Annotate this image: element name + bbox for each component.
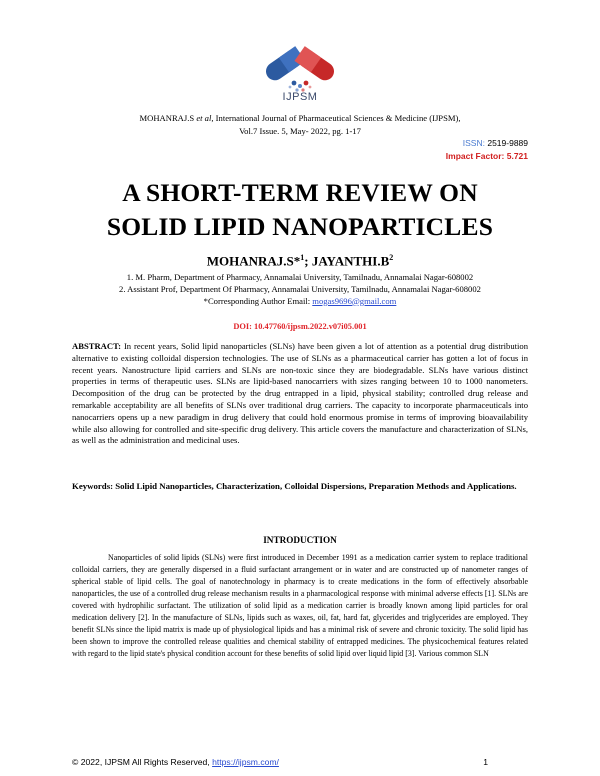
abstract-label: ABSTRACT: — [72, 341, 122, 351]
introduction-heading: INTRODUCTION — [263, 535, 337, 545]
title-line-1: A SHORT-TERM REVIEW ON — [122, 178, 478, 207]
citation-header — [0, 112, 600, 137]
footer-copyright — [72, 757, 279, 767]
affiliations — [0, 272, 600, 307]
doi: DOI: 10.47760/ijpsm.2022.v07i05.001 — [233, 322, 367, 331]
keywords: Keywords: Solid Lipid Nanoparticles, Characterization, Colloidal Dispersions, Preparation Methods and Applications. — [72, 481, 517, 491]
logo-text: IJPSM — [282, 91, 318, 103]
issn — [463, 138, 528, 148]
author-1: MOHANRAJ.S* — [206, 253, 301, 269]
impact-factor: Impact Factor: 5.721 — [445, 151, 528, 161]
citation-journal: , International Journal of Pharmaceutical Sciences & Medicine (IJPSM), — [211, 113, 461, 123]
author-2: JAYANTHI.B — [311, 253, 390, 269]
abstract — [72, 341, 528, 447]
abstract-text: In recent years, Solid lipid nanoparticles (SLNs) have been given a lot of attention as a potential drug distribution alternative to existing colloidal dispersion technologies. The use of SLNs as a pharmaceutical carrier has gotten a lot of focus in recent years. Nanostructure lipid carriers and SLNs are non-toxic since they are biodegradable. SLNs have various distinct properties in terms of therapeutic uses. SLNs are lipid-based nanocarriers with sizes ranging between 10 to 1000 nanometers. Decomposition of the drug can be protected by the drug entrapped in a lipid, physical stability; controlled drug release and remarkable acceptability are all benefits of SLNs over traditional drug carriers. The capacity to incorporate pharmaceuticals into nanocarriers opens up a new paradigm in drug delivery that could hold enormous promise in terms of improving bioavailability while also allowing for controlled and site-specific drug delivery. This article covers the manufacture and characterization of SLNs, as well as the administration and medicinal uses. — [72, 341, 528, 446]
corresponding-author — [0, 296, 600, 308]
affiliation-1: 1. M. Pharm, Department of Pharmacy, Annamalai University, Tamilnadu, Annamalai Nagar-608002 — [126, 272, 474, 282]
issn-value: 2519-9889 — [484, 138, 528, 148]
copyright-text: © 2022, IJPSM All Rights Reserved, — [72, 757, 213, 767]
paper-title — [0, 176, 600, 244]
corresponding-email-link[interactable]: mogas9696@gmail.com — [312, 295, 397, 306]
citation-etal: et al — [196, 113, 212, 123]
corresponding-label: *Corresponding Author Email: — [203, 295, 313, 306]
author-2-sup: 2 — [389, 253, 394, 262]
introduction-text: Nanoparticles of solid lipids (SLNs) were first introduced in December 1991 as a medication carrier system to replace traditional colloidal carriers, they are generally dispersed in a fluid surfactant arrangement or in water and are constructed up of nanometer ranges of spherical stable of lipid cells. The goal of nanotechnology in pharmacy is to create medications in the form of effectively absorbable nanoparticles, the use of a controlled drug release mechanism results in a pharmacological response with minimal adverse effects [1]. SLNs are covered with hydrophilic surfactant. The utilization of solid lipid as a medication carrier is broadly known among lipid particles for oral medication delivery [2]. In the manufacture of SLNs, lipids such as waxes, oil, fat, hard fat, glycerides and triglycerides are employed. They benefit SLNs since the lipid matrix is made up of physiological lipids and has a minimal risk of severe and chronic toxicity. The solid lipid has been shown to improve the controlled release qualities and chemical stability of entrapped medicines. The physicochemical features related with regard to the lipid state's physical condition account for these benefits of solid lipid over liquid lipid [3]. Various common SLN — [72, 553, 528, 659]
author-1-sup: 1 — [300, 253, 305, 262]
authors — [0, 253, 600, 269]
page-number: 1 — [483, 757, 488, 767]
affiliation-2: 2. Assistant Prof, Department Of Pharmacy, Annamalai University, Tamilnadu, Annamalai Nagar-608002 — [119, 283, 481, 294]
journal-link[interactable]: https://ijpsm.com/ — [212, 757, 279, 767]
author-separator: ; — [304, 253, 312, 269]
issn-label: ISSN: — [462, 138, 485, 148]
citation-author: MOHANRAJ.S — [139, 113, 197, 123]
citation-volume: Vol.7 Issue. 5, May- 2022, pg. 1-17 — [239, 125, 361, 136]
title-line-2: SOLID LIPID NANOPARTICLES — [106, 212, 494, 241]
